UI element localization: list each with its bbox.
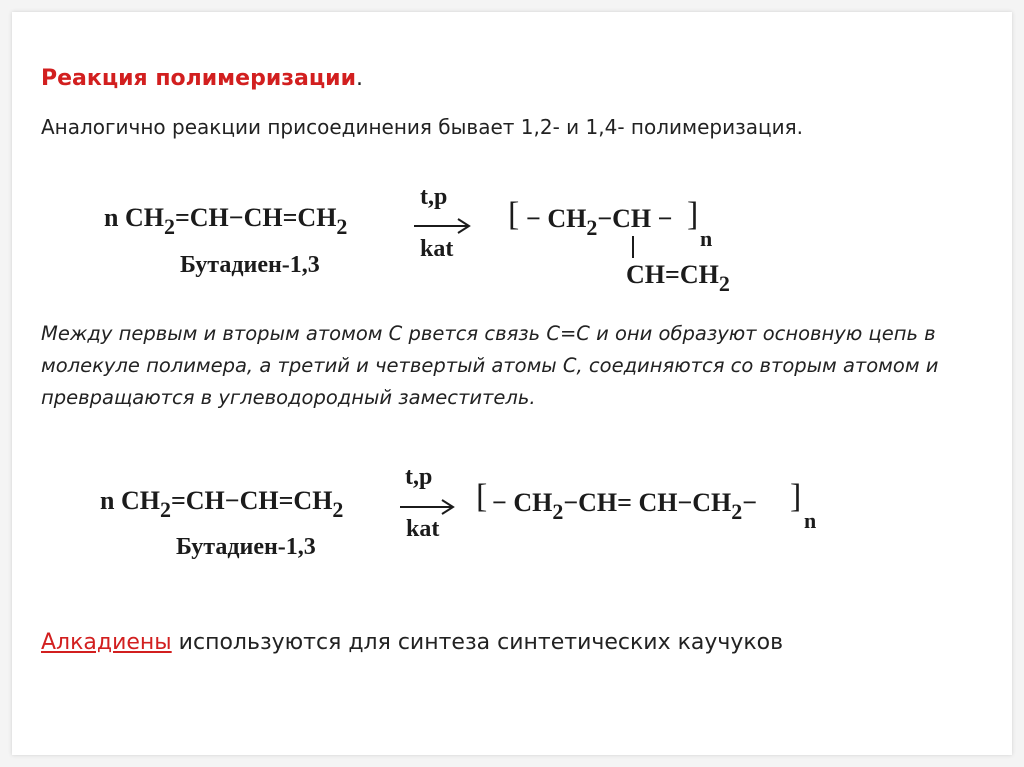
subscript: 2 bbox=[336, 214, 348, 239]
product-index-n: n bbox=[804, 508, 817, 533]
subscript: 2 bbox=[586, 215, 598, 240]
reaction-2-condition-top: t,p bbox=[405, 464, 433, 490]
formula-part: =CH−CH=CH bbox=[174, 203, 337, 232]
formula-part: −CH= CH−CH bbox=[563, 488, 732, 517]
subscript: 2 bbox=[163, 214, 175, 239]
formula-part: =CH−CH=CH bbox=[170, 486, 333, 515]
formula-part: CH=CH bbox=[626, 260, 719, 289]
formula-part: −CH − bbox=[597, 204, 673, 233]
formula-part: CH bbox=[120, 486, 160, 515]
subscript: 2 bbox=[731, 499, 743, 524]
footer-rest: используются для синтеза синтетических каучуков bbox=[171, 630, 784, 655]
formula-part: − CH bbox=[526, 204, 587, 233]
title-dot: . bbox=[356, 66, 364, 91]
keyword-link: Алкадиены bbox=[41, 630, 172, 655]
reaction-1-compound-name: Бутадиен-1,3 bbox=[180, 252, 320, 278]
explanation-text: Между первым и вторым атомом С рвется связь С=С и они образуют основную цепь в молекуле полимера, а третий и четвертый атомы С, соединяются со вторым атомом и превращаются в углеводородный заместитель. bbox=[41, 322, 939, 409]
subscript: 2 bbox=[552, 499, 564, 524]
reaction-2-condition-bottom: kat bbox=[406, 516, 440, 542]
title-text: Реакция полимеризации bbox=[41, 66, 357, 91]
formula-part: CH bbox=[124, 203, 164, 232]
reaction-2-product bbox=[492, 488, 758, 524]
bracket-close: ] bbox=[790, 478, 802, 515]
bracket-open: [ bbox=[508, 196, 520, 233]
footer-text bbox=[41, 630, 783, 655]
subscript: 2 bbox=[332, 497, 344, 522]
reaction-2-compound-name: Бутадиен-1,3 bbox=[176, 534, 316, 560]
reaction-1-condition-top: t,p bbox=[420, 184, 448, 210]
bracket-open: [ bbox=[476, 478, 488, 515]
subscript: 2 bbox=[718, 271, 730, 296]
formula-part: − bbox=[742, 488, 758, 517]
bracket-close: ] bbox=[687, 196, 699, 233]
subscript: 2 bbox=[159, 497, 171, 522]
coefficient-n: n bbox=[100, 486, 115, 515]
formula-part: − CH bbox=[492, 488, 553, 517]
coefficient-n: n bbox=[104, 203, 119, 232]
intro-text: Аналогично реакции присоединения бывает 1,2- и 1,4- полимеризация. bbox=[41, 115, 803, 139]
product-index-n: n bbox=[700, 226, 713, 251]
reaction-1-condition-bottom: kat bbox=[420, 236, 454, 262]
